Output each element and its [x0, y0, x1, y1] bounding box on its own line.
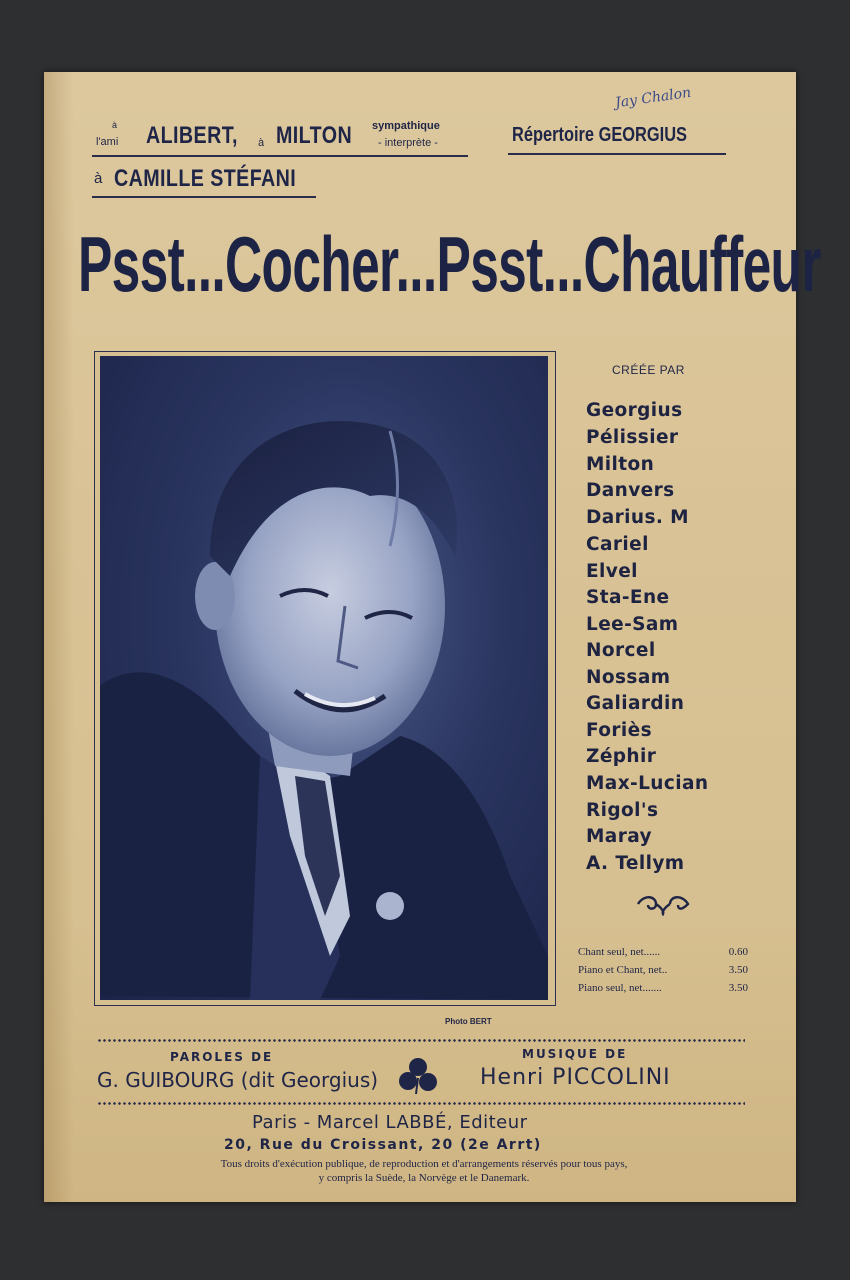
rights-notice-line-1: Tous droits d'exécution publique, de reproduction et d'arrangements réservés pour tous pays,	[220, 1158, 628, 1170]
artist-name: Pélissier	[586, 427, 679, 448]
dedication-a-1: à	[112, 120, 118, 130]
artist-name: Cariel	[586, 534, 649, 555]
price-label: Chant seul, net......	[578, 946, 661, 958]
artist-name: Nossam	[586, 667, 671, 688]
publisher: Paris - Marcel LABBÉ, Editeur	[252, 1112, 528, 1133]
artist-name: Maray	[586, 826, 652, 847]
dedication-lami: l'ami	[96, 136, 119, 148]
dedication-alibert: ALIBERT,	[146, 122, 238, 149]
artist-name: Darius. M	[586, 507, 689, 528]
artist-name: Georgius	[586, 400, 683, 421]
artist-name: Zéphir	[586, 746, 657, 767]
price-value: 0.60	[728, 946, 748, 958]
dotted-rule	[97, 1038, 745, 1043]
artist-name: Rigol's	[586, 800, 659, 821]
portrait-illustration	[100, 356, 548, 1000]
creee-par-label: CRÉÉE PAR	[612, 363, 685, 377]
artist-name: Norcel	[586, 640, 656, 661]
dedication-milton: MILTON	[276, 122, 353, 149]
artist-name: Elvel	[586, 561, 638, 582]
handwritten-note: Jay Chalon	[614, 84, 693, 112]
composer-name: Henri PICCOLINI	[480, 1065, 671, 1090]
dedication-interprete: - interprète -	[378, 137, 438, 149]
price-row	[578, 982, 748, 994]
publisher-address: 20, Rue du Croissant, 20 (2e Arrt)	[224, 1137, 542, 1153]
repertoire-label: Répertoire GEORGIUS	[512, 124, 687, 146]
price-row	[578, 964, 748, 976]
dedication-rule-2	[92, 196, 316, 198]
dotted-rule	[97, 1101, 745, 1106]
price-value: 3.50	[728, 982, 748, 994]
artist-name: Lee-Sam	[586, 614, 679, 635]
artist-name: Max-Lucian	[586, 773, 709, 794]
repertoire-rule	[508, 153, 726, 155]
artist-name: Danvers	[586, 480, 675, 501]
dedication-rule-1	[92, 155, 468, 157]
ornament-flourish-icon	[634, 890, 692, 916]
dedication-sympathique: sympathique	[372, 120, 440, 132]
price-row	[578, 946, 748, 958]
artist-name: A. Tellym	[586, 853, 685, 874]
price-value: 3.50	[728, 964, 748, 976]
dedication-a-3: à	[94, 170, 103, 187]
price-label: Piano seul, net.......	[578, 982, 662, 994]
rights-notice-line-2: y compris la Suède, la Norvège et le Danemark.	[318, 1172, 530, 1184]
musique-label: MUSIQUE DE	[522, 1047, 628, 1061]
song-title: Psst...Cocher...Psst...Chauffeur	[78, 220, 821, 308]
price-label: Piano et Chant, net..	[578, 964, 668, 976]
artist-name: Sta-Ene	[586, 587, 670, 608]
paroles-label: PAROLES DE	[170, 1050, 274, 1064]
clover-icon	[396, 1056, 440, 1096]
lyricist-name: G. GUIBOURG (dit Georgius)	[97, 1068, 379, 1092]
dedication-camille: CAMILLE STÉFANI	[114, 165, 297, 192]
artist-name: Milton	[586, 454, 655, 475]
artist-name: Galiardin	[586, 693, 685, 714]
artist-name: Foriès	[586, 720, 653, 741]
dedication-a-2: à	[258, 137, 265, 149]
photo-credit: Photo BERT	[445, 1017, 492, 1026]
portrait-photo	[100, 356, 548, 1000]
